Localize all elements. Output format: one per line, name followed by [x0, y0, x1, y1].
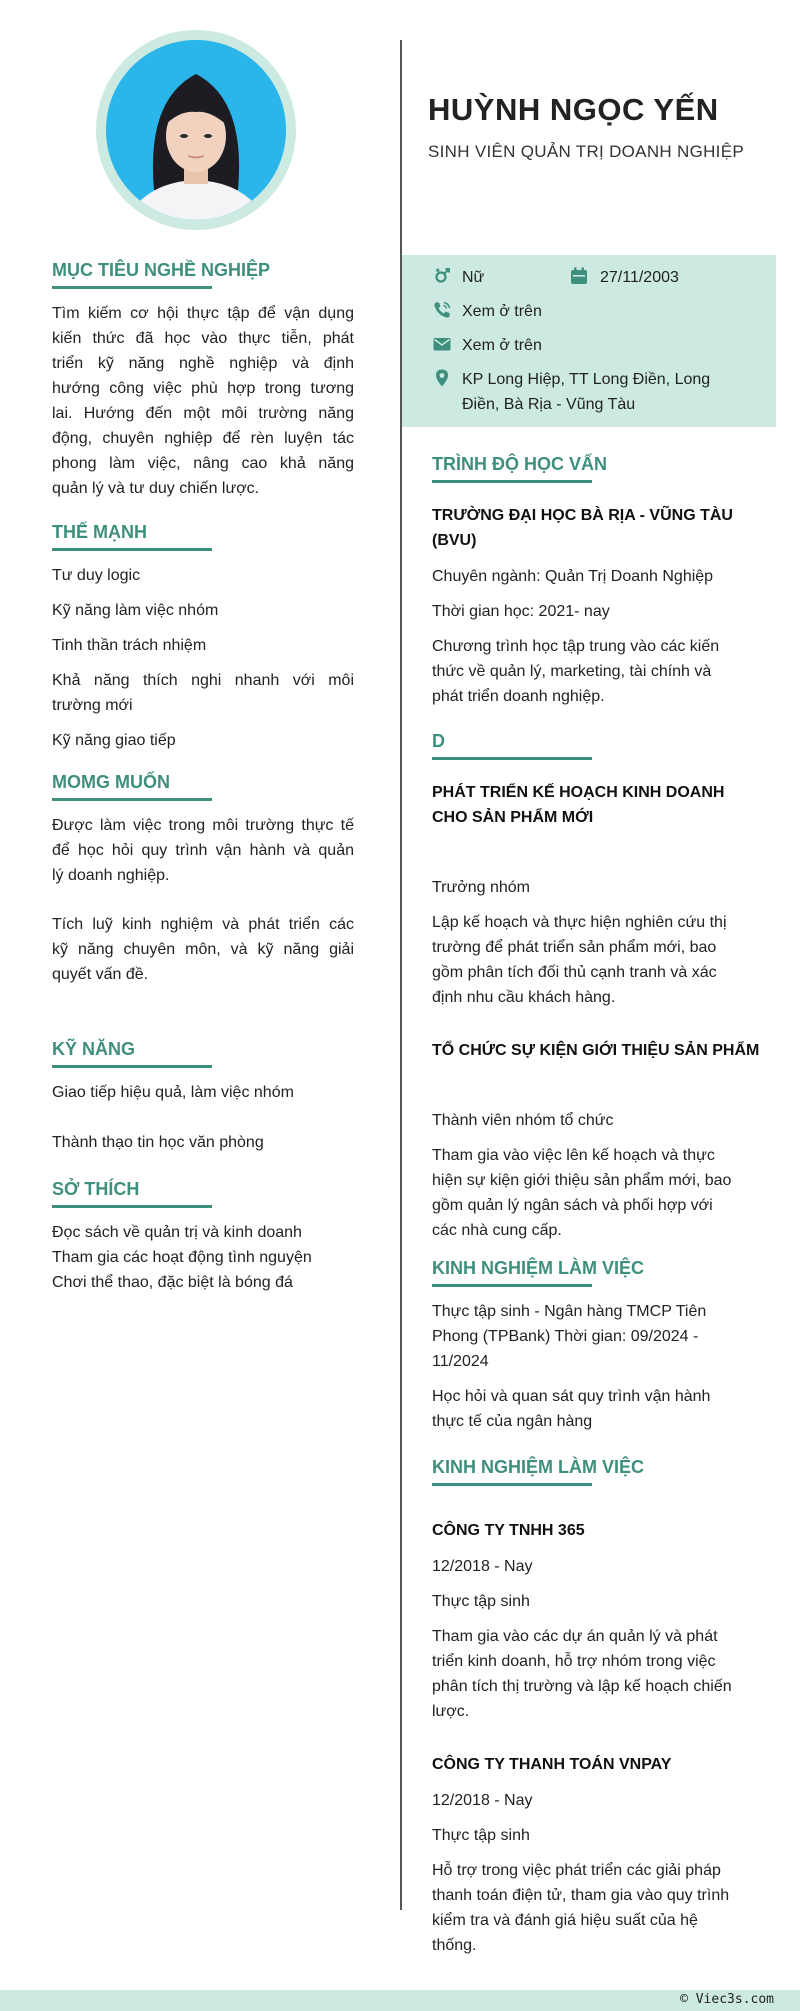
- strength-item: Tinh thần trách nhiệm: [52, 637, 207, 654]
- education-title: TRÌNH ĐỘ HỌC VẤN: [432, 454, 607, 474]
- contact-panel: [402, 255, 776, 427]
- wishes-para-1: [52, 813, 354, 888]
- objective-line: động, chuyên nghiệp để rèn luyện tác: [52, 430, 354, 447]
- phone-icon: [432, 300, 452, 320]
- project2-desc-line: gồm quản lý ngân sách và phối hợp với: [432, 1197, 713, 1214]
- strengths-section: [52, 520, 354, 753]
- objective-rule: [52, 286, 212, 289]
- experience1-line: Thực tập sinh - Ngân hàng TMCP Tiên: [432, 1303, 707, 1320]
- education-section: [432, 452, 762, 709]
- email-icon: [432, 334, 452, 354]
- projects-rule: [432, 757, 592, 760]
- education-desc-line: Chương trình học tập trung vào các kiến: [432, 638, 720, 655]
- strengths-rule: [52, 548, 212, 551]
- project1-title-line2: CHO SẢN PHẨM MỚI: [432, 809, 594, 826]
- company1-desc-line: lược.: [432, 1703, 470, 1720]
- wishes-line: kỹ năng chuyên môn, và kỹ năng giải: [52, 941, 354, 958]
- contact-address-line2: Điền, Bà Rịa - Vũng Tàu: [462, 396, 636, 413]
- wishes-line: quyết vấn đề.: [52, 966, 149, 983]
- projects-section: [432, 729, 762, 1243]
- strengths-title: THẾ MẠNH: [52, 522, 147, 542]
- objective-line: lai. Hướng đến một môi trường năng: [52, 405, 354, 422]
- candidate-role: SINH VIÊN QUẢN TRỊ DOANH NGHIỆP: [428, 142, 744, 161]
- project1-title-line1: PHÁT TRIỂN KẾ HOẠCH KINH DOANH: [432, 784, 725, 801]
- education-desc-line: phát triển doanh nghiệp.: [432, 688, 605, 705]
- project2-role: Thành viên nhóm tổ chức: [432, 1112, 614, 1129]
- experience1-desc-line: thực tế của ngân hàng: [432, 1413, 593, 1430]
- experience1-title: KINH NGHIỆM LÀM VIỆC: [432, 1258, 645, 1278]
- company2-desc: [432, 1858, 762, 1958]
- objective-line: phong làm việc, nâng cao khả năng: [52, 455, 354, 472]
- hobby-item: Chơi thể thao, đặc biệt là bóng đá: [52, 1274, 293, 1291]
- wishes-rule: [52, 798, 212, 801]
- project2-desc-line: Tham gia vào việc lên kế hoạch và thực: [432, 1147, 715, 1164]
- project1-role: Trưởng nhóm: [432, 879, 530, 896]
- strength-item: Tư duy logic: [52, 567, 141, 584]
- skills-title: KỸ NĂNG: [52, 1039, 136, 1059]
- wishes-para-2: [52, 912, 354, 987]
- experience1-line: 11/2024: [432, 1353, 489, 1370]
- objective-line: Tìm kiếm cơ hội thực tập để vận dụng: [52, 305, 354, 322]
- project2-title: TỔ CHỨC SỰ KIỆN GIỚI THIỆU SẢN PHẨM: [432, 1042, 760, 1059]
- projects-title: D: [432, 731, 445, 751]
- education-desc-line: thức về quản lý, marketing, tài chính và: [432, 663, 712, 680]
- hobby-item: Tham gia các hoạt động tình nguyện: [52, 1249, 312, 1266]
- experience2-rule: [432, 1483, 592, 1486]
- project1-desc: [432, 910, 762, 1010]
- education-rule: [432, 480, 592, 483]
- project1-desc-line: Lập kế hoạch và thực hiện nghiên cứu thị: [432, 914, 727, 931]
- experience2-title: KINH NGHIỆM LÀM VIỆC: [432, 1457, 645, 1477]
- experience1-summary: [432, 1299, 762, 1374]
- company1-desc-line: phân tích thị trường và lập kế hoạch chiến: [432, 1678, 732, 1695]
- wishes-line: Được làm việc trong môi trường thực tế: [52, 817, 354, 834]
- objective-text: [52, 301, 354, 501]
- education-period: Thời gian học: 2021- nay: [432, 603, 610, 620]
- hobbies-section: [52, 1177, 354, 1295]
- company1-period: 12/2018 - Nay: [432, 1558, 533, 1575]
- contact-email: Xem ở trên: [462, 337, 542, 354]
- company2-desc-line: Hỗ trợ trong việc phát triển các giải pháp: [432, 1862, 721, 1879]
- company1-desc-line: Tham gia vào các dự án quản lý và phát: [432, 1628, 718, 1645]
- contact-address-line1: KP Long Hiệp, TT Long Điền, Long: [462, 371, 711, 388]
- experience1-desc: [432, 1384, 762, 1434]
- avatar: [106, 40, 286, 220]
- company1-name: CÔNG TY TNHH 365: [432, 1522, 585, 1539]
- company2-desc-line: thanh toán điện tử, tham gia vào quy trình: [432, 1887, 730, 1904]
- strength-item: Kỹ năng giao tiếp: [52, 732, 176, 749]
- wishes-section: [52, 770, 354, 987]
- portrait-photo: [106, 40, 286, 220]
- objective-line: quản lý và tư duy chiến lược.: [52, 480, 260, 497]
- wishes-line: để học hỏi quy trình vận hành và quản: [52, 842, 354, 859]
- objective-line: kiến thức đã học vào thực tiễn, phát: [52, 330, 354, 347]
- company1-desc: [432, 1624, 762, 1724]
- skill-item: Giao tiếp hiệu quả, làm việc nhóm: [52, 1084, 294, 1101]
- experience1-rule: [432, 1284, 592, 1287]
- education-school-line1: TRƯỜNG ĐẠI HỌC BÀ RỊA - VŨNG TÀU: [432, 507, 733, 524]
- project1-desc-line: định nhu cầu khách hàng.: [432, 989, 616, 1006]
- avatar-ring: [96, 30, 296, 230]
- hobbies-rule: [52, 1205, 212, 1208]
- education-school-line2: (BVU): [432, 532, 477, 549]
- experience2-section: [432, 1455, 762, 1958]
- project2-desc-line: hiện sự kiện giới thiệu sản phẩm mới, bao: [432, 1172, 732, 1189]
- company2-desc-line: kiểm tra và đánh giá hiệu suất của hệ: [432, 1912, 698, 1929]
- experience1-section: [432, 1256, 762, 1434]
- wishes-title: MOMG MUỐN: [52, 772, 170, 792]
- project2-desc-line: các nhà cung cấp.: [432, 1222, 562, 1239]
- wishes-line: lý doanh nghiệp.: [52, 867, 170, 884]
- project2-desc: [432, 1143, 762, 1243]
- company2-role: Thực tập sinh: [432, 1827, 530, 1844]
- experience1-desc-line: Học hỏi và quan sát quy trình vận hành: [432, 1388, 711, 1405]
- wishes-line: Tích luỹ kinh nghiệm và phát triển các: [52, 916, 354, 933]
- experience1-line: Phong (TPBank) Thời gian: 09/2024 -: [432, 1328, 699, 1345]
- education-desc: [432, 634, 762, 709]
- company2-desc-line: thống.: [432, 1937, 477, 1954]
- skill-item: Thành thạo tin học văn phòng: [52, 1134, 264, 1151]
- location-pin-icon: [432, 368, 452, 388]
- project1-desc-line: gồm phân tích đối thủ cạnh tranh và xác: [432, 964, 717, 981]
- objective-title: MỤC TIÊU NGHỀ NGHIỆP: [52, 260, 271, 280]
- skills-section: [52, 1037, 354, 1155]
- contact-gender: Nữ: [462, 269, 485, 286]
- strength-item: Khả năng thích nghi nhanh với môi: [52, 672, 354, 689]
- calendar-icon: [569, 266, 589, 286]
- footer-bar: [0, 1990, 800, 2011]
- skills-rule: [52, 1065, 212, 1068]
- company2-period: 12/2018 - Nay: [432, 1792, 533, 1809]
- strength-item-cont: trường mới: [52, 697, 133, 714]
- project1-desc-line: trường để phát triển sản phẩm mới, bao: [432, 939, 717, 956]
- education-major: Chuyên ngành: Quản Trị Doanh Nghiệp: [432, 568, 714, 585]
- objective-section: [52, 258, 354, 501]
- gender-icon: [432, 266, 452, 286]
- objective-line: triển kỹ năng nghề nghiệp và định: [52, 355, 354, 372]
- hobby-item: Đọc sách về quản trị và kinh doanh: [52, 1224, 302, 1241]
- strength-item: Kỹ năng làm việc nhóm: [52, 602, 219, 619]
- company1-role: Thực tập sinh: [432, 1593, 530, 1610]
- company1-desc-line: triển kinh doanh, hỗ trợ nhóm trong việc: [432, 1653, 716, 1670]
- contact-dob: 27/11/2003: [600, 269, 679, 286]
- candidate-name: HUỲNH NGỌC YẾN: [428, 92, 719, 127]
- contact-phone: Xem ở trên: [462, 303, 542, 320]
- objective-line: hướng công việc phù hợp trong tương: [52, 380, 354, 397]
- footer-credit: © Viec3s.com: [680, 1992, 774, 2007]
- hobbies-title: SỞ THÍCH: [52, 1179, 140, 1199]
- hobbies-list: [52, 1220, 354, 1295]
- company2-name: CÔNG TY THANH TOÁN VNPAY: [432, 1756, 672, 1773]
